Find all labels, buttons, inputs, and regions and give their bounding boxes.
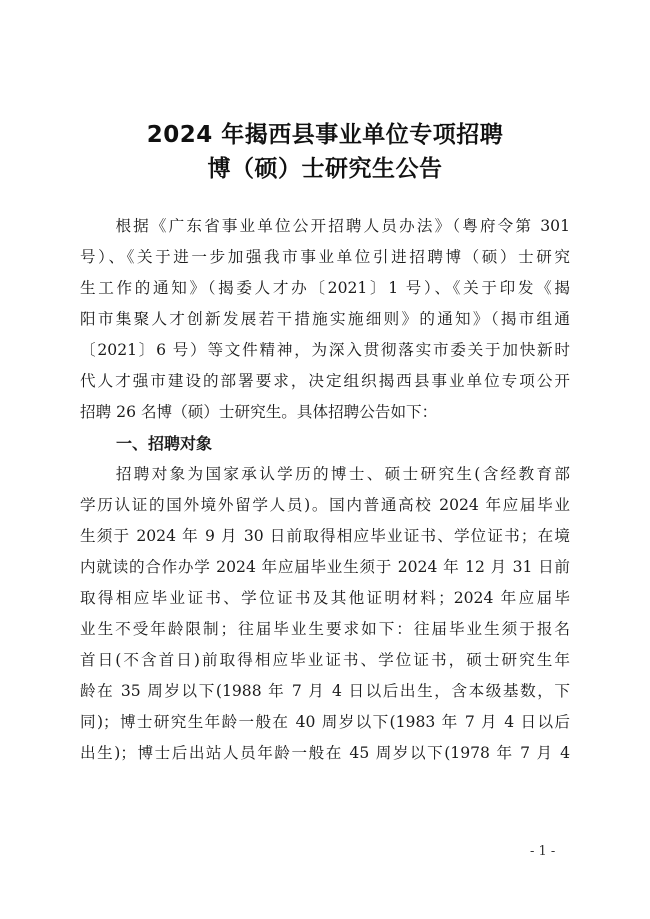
page-number: - 1 -	[530, 844, 556, 859]
intro-line: 〔2021〕6 号）等文件精神，为深入贯彻落实市委关于加快新时	[80, 341, 570, 359]
body-line: 同)；博士研究生年龄一般在 40 周岁以下(1983 年 7 月 4 日以后	[80, 713, 570, 731]
title-line-1: 2024 年揭西县事业单位专项招聘	[146, 122, 504, 148]
body-line: 学历认证的国外境外留学人员)。国内普通高校 2024 年应届毕业	[80, 496, 570, 514]
intro-line: 阳市集聚人才创新发展若干措施实施细则》的通知》（揭市组通	[80, 310, 570, 328]
body-line: 首日(不含首日)前取得相应毕业证书、学位证书，硕士研究生年	[80, 651, 570, 669]
intro-line: 代人才强市建设的部署要求，决定组织揭西县事业单位专项公开	[80, 372, 570, 390]
section-heading: 一、招聘对象	[116, 434, 213, 453]
body-line: 出生)；博士后出站人员年龄一般在 45 周岁以下(1978 年 7 月 4	[80, 744, 570, 762]
intro-line: 根据《广东省事业单位公开招聘人员办法》（粤府令第 301	[80, 217, 570, 235]
intro-line: 招聘 26 名博（硕）士研究生。具体招聘公告如下：	[80, 403, 438, 421]
intro-line: 生工作的通知》（揭委人才办〔2021〕1 号）、《关于印发《揭	[80, 279, 570, 297]
body-line: 招聘对象为国家承认学历的博士、硕士研究生(含经教育部	[80, 465, 570, 483]
intro-line: 号）、《关于进一步加强我市事业单位引进招聘博（硕）士研究	[80, 248, 570, 266]
title-line-2: 博（硕）士研究生公告	[207, 156, 443, 182]
body-line: 龄在 35 周岁以下(1988 年 7 月 4 日以后出生，含本级基数，下	[80, 682, 570, 700]
body-line: 取得相应毕业证书、学位证书及其他证明材料；2024 年应届毕	[80, 589, 570, 607]
body-line: 生须于 2024 年 9 月 30 日前取得相应毕业证书、学位证书；在境	[80, 527, 570, 545]
body-line: 内就读的合作办学 2024 年应届毕业生须于 2024 年 12 月 31 日前	[80, 558, 570, 576]
body-line: 业生不受年龄限制；往届毕业生要求如下：往届毕业生须于报名	[80, 620, 570, 638]
